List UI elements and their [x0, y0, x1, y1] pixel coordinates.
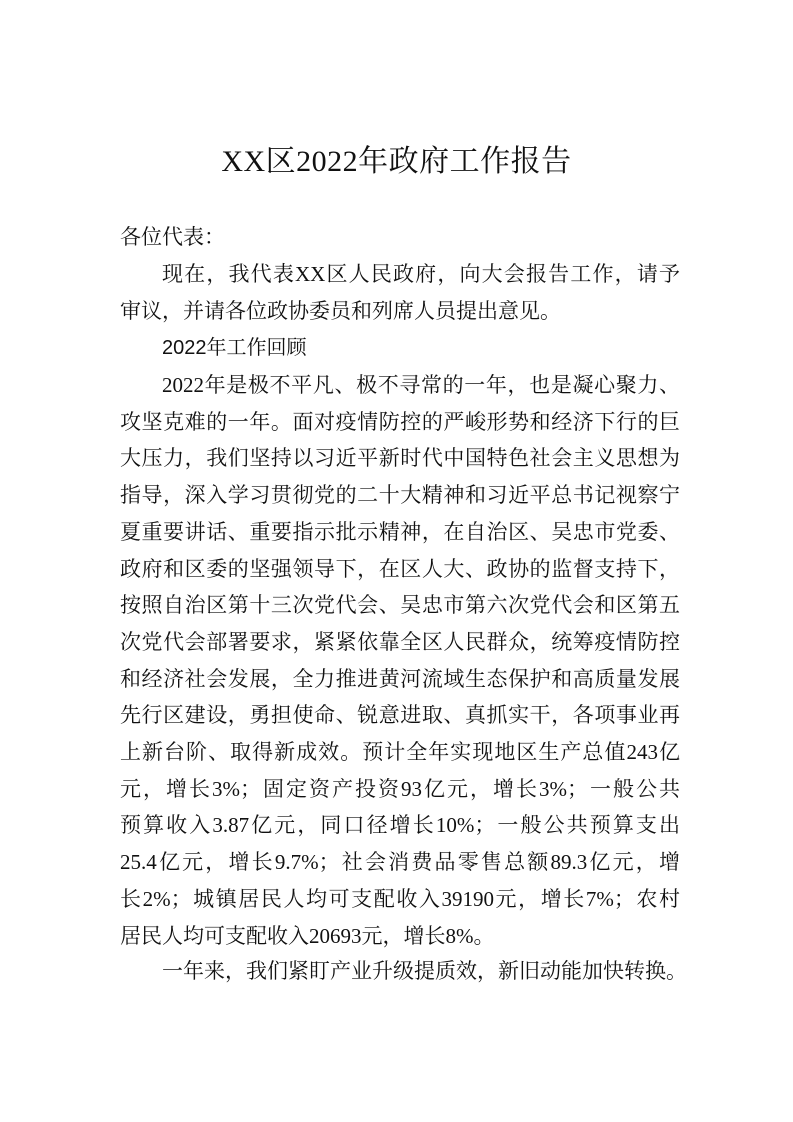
document-title: XX区2022年政府工作报告 — [221, 145, 572, 178]
paragraph-line: 夏重要讲话、重要指示批示精神，在自治区、吴忠市党委、 — [120, 519, 680, 544]
paragraph-line: 按照自治区第十三次党代会、吴忠市第六次党代会和区第五 — [120, 593, 680, 618]
paragraph-line: 居民人均可支配收入20693元，增长8%。 — [120, 923, 495, 948]
paragraph-line: 2022年是极不平凡、极不寻常的一年，也是凝心聚力、 — [162, 373, 680, 397]
paragraph-line: 25.4亿元，增长9.7%；社会消费品零售总额89.3亿元，增 — [120, 850, 680, 875]
paragraph-line: 先行区建设，勇担使命、锐意进取、真抓实干，各项事业再 — [120, 703, 680, 728]
salutation: 各位代表： — [120, 225, 225, 249]
section-heading: 2022年工作回顾 — [162, 337, 307, 359]
intro-line: 现在，我代表XX区人民政府，向大会报告工作，请予 — [162, 262, 680, 286]
paragraph-line: 大压力，我们坚持以习近平新时代中国特色社会主义思想为 — [120, 446, 680, 471]
intro-line: 审议，并请各位政协委员和列席人员提出意见。 — [120, 299, 561, 323]
paragraph-line: 预算收入3.87亿元，同口径增长10%；一般公共预算支出 — [120, 813, 680, 838]
paragraph-line: 上新台阶、取得新成效。预计全年实现地区生产总值243亿 — [120, 740, 680, 764]
paragraph-line: 和经济社会发展，全力推进黄河流域生态保护和高质量发展 — [120, 666, 680, 691]
paragraph-line: 次党代会部署要求，紧紧依靠全区人民群众，统筹疫情防控 — [120, 629, 680, 654]
paragraph-line: 元，增长3%；固定资产投资93亿元，增长3%；一般公共 — [120, 776, 680, 801]
paragraph-line: 长2%；城镇居民人均可支配收入39190元，增长7%；农村 — [120, 886, 680, 911]
next-paragraph: 一年来，我们紧盯产业升级提质效，新旧动能加快转换。 — [162, 959, 687, 983]
paragraph-line: 政府和区委的坚强领导下，在区人大、政协的监督支持下， — [120, 556, 680, 581]
paragraph-line: 指导，深入学习贯彻党的二十大精神和习近平总书记视察宁 — [120, 483, 680, 508]
paragraph-line: 攻坚克难的一年。面对疫情防控的严峻形势和经济下行的巨 — [120, 409, 680, 434]
